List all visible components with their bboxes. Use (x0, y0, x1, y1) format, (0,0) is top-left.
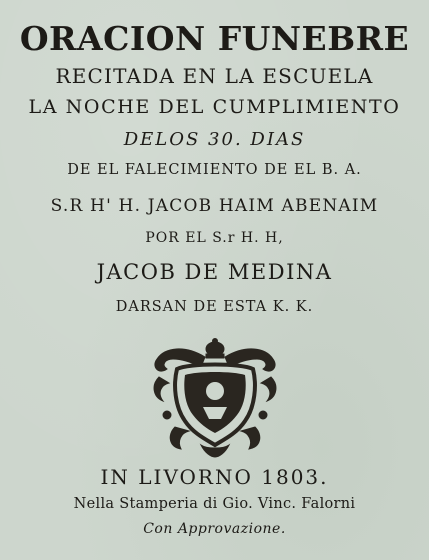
imprint-printer: Nella Stamperia di Gio. Vinc. Falorni (73, 496, 356, 512)
deceased-name: S.R H' H. JACOB HAIM ABENAIM (50, 196, 379, 216)
page-title: ORACION FUNEBRE (19, 19, 410, 58)
subtitle-line-3: DELOS 30. DIAS (123, 129, 306, 150)
printers-ornament-vignette-icon (145, 335, 285, 460)
by-line: POR EL S.r H. H, (145, 230, 284, 246)
subtitle-line-4: DE EL FALECIMIENTO DE EL B. A. (67, 162, 362, 178)
author-role: DARSAN DE ESTA K. K. (115, 299, 314, 315)
subtitle-line-2: LA NOCHE DEL CUMPLIMIENTO (28, 96, 401, 118)
imprint-license: Con Approvazione. (143, 521, 286, 537)
subtitle-line-1: RECITADA EN LA ESCUELA (55, 64, 374, 88)
author-name: JACOB DE MEDINA (96, 260, 333, 284)
imprint-place-year: IN LIVORNO 1803. (100, 465, 329, 489)
